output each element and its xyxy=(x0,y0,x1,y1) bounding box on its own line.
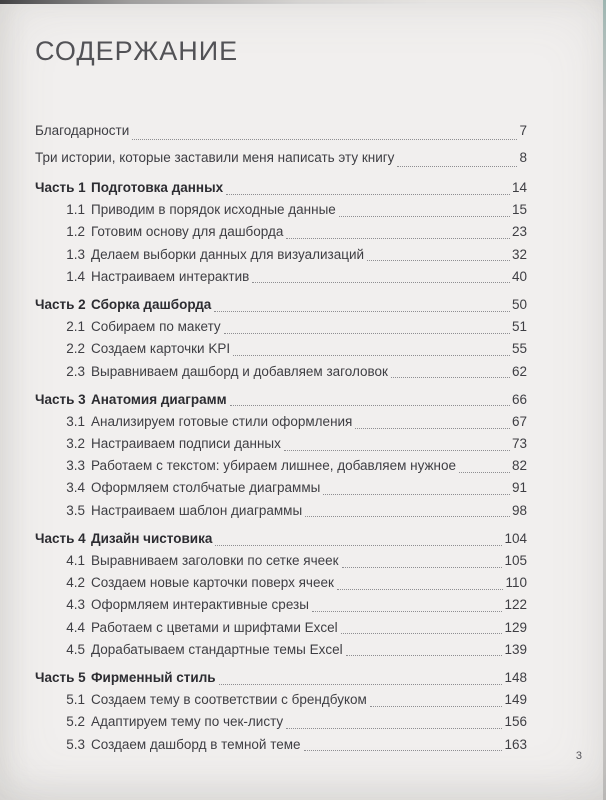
toc-row xyxy=(35,667,527,689)
dot-leader xyxy=(286,221,510,239)
dot-leader xyxy=(284,433,510,451)
dot-leader xyxy=(226,177,510,195)
dot-leader xyxy=(215,528,502,546)
dot-leader xyxy=(342,550,503,568)
toc-section-number: 1.2 xyxy=(66,224,85,240)
toc-row xyxy=(35,361,527,383)
toc-section-number: 1.1 xyxy=(66,202,85,218)
dot-leader xyxy=(397,144,517,167)
toc-row-page: 105 xyxy=(504,553,527,568)
toc-row xyxy=(35,528,527,550)
toc-row-page: 14 xyxy=(511,180,527,195)
toc-row-title: Оформляем интерактивные срезы xyxy=(91,597,309,613)
toc-row xyxy=(35,144,527,171)
toc-row-title: Настраиваем интерактив xyxy=(91,268,250,284)
dot-leader xyxy=(230,389,510,407)
toc-row-title: Делаем выборки данных для визуализаций xyxy=(91,246,365,262)
toc-part-label: Часть 5 xyxy=(35,669,86,685)
toc-row xyxy=(35,411,527,433)
toc-row-page: 62 xyxy=(511,363,527,379)
toc-part-label: Часть 3 xyxy=(35,391,86,407)
toc-row xyxy=(35,294,527,316)
toc-row xyxy=(35,617,527,639)
toc-row-page: 32 xyxy=(511,246,527,262)
toc-row xyxy=(35,177,527,199)
toc-row-title: Благодарности xyxy=(35,123,130,138)
page-title: СОДЕРЖАНИЕ xyxy=(35,36,239,66)
toc-row-title: Настраиваем подписи данных xyxy=(91,436,281,452)
dot-leader xyxy=(346,639,503,657)
dot-leader xyxy=(219,667,503,685)
toc-row-page: 40 xyxy=(511,268,527,284)
toc-row-title: Настраиваем шаблон диаграммы xyxy=(91,502,303,518)
toc-section-number: 1.4 xyxy=(66,268,85,284)
dot-leader xyxy=(312,594,503,612)
toc-section-number: 3.2 xyxy=(66,436,85,452)
toc-list xyxy=(35,117,527,756)
toc-row-title: Выравниваем заголовки по сетке ячеек xyxy=(91,553,339,568)
toc-row-page: 66 xyxy=(511,391,527,407)
toc-row-title: Работаем с цветами и шрифтами Excel xyxy=(91,619,338,635)
toc-row-page: 55 xyxy=(511,341,527,357)
toc-row-title: Собираем по макету xyxy=(91,319,221,335)
toc-row-page: 15 xyxy=(511,202,527,218)
dot-leader xyxy=(370,689,503,707)
toc-row xyxy=(35,221,527,243)
dot-leader xyxy=(214,294,510,312)
toc-section-number: 3.5 xyxy=(66,502,85,518)
toc-part-label: Часть 4 xyxy=(35,530,86,546)
toc-row-title: Создаем новые карточки поверх ячеек xyxy=(91,575,334,591)
toc-section-number: 5.1 xyxy=(66,692,85,708)
toc-row-page: 23 xyxy=(511,224,527,240)
toc-section-number: 5.2 xyxy=(66,714,85,730)
toc-section-number: 1.3 xyxy=(66,246,85,262)
toc-row-title: Выравниваем дашборд и добавляем заголовок xyxy=(91,363,388,379)
toc-row-title: Сборка дашборда xyxy=(91,296,212,312)
toc-part-group xyxy=(35,389,527,522)
toc-row-page: 122 xyxy=(504,597,527,613)
dot-leader xyxy=(341,617,503,635)
toc-row-title: Готовим основу для дашборда xyxy=(91,224,284,240)
toc-section-number: 4.1 xyxy=(66,553,85,568)
toc-row-page: 156 xyxy=(504,714,527,730)
dot-leader xyxy=(286,711,502,729)
toc-row-title: Создаем дашборд в темной теме xyxy=(91,736,301,752)
toc-row-title: Анатомия диаграмм xyxy=(91,391,227,407)
toc-row-page: 98 xyxy=(511,502,527,518)
toc-section-number: 3.1 xyxy=(66,413,85,429)
toc-row-page: 73 xyxy=(511,436,527,452)
toc-section-number: 3.3 xyxy=(66,458,85,474)
dot-leader xyxy=(323,477,510,495)
toc-row-page: 110 xyxy=(505,575,527,591)
toc-row-title: Работаем с текстом: убираем лишнее, добавляем нужное xyxy=(91,458,456,474)
dot-leader xyxy=(224,316,510,334)
toc-row-page: 129 xyxy=(504,619,527,635)
table-of-contents xyxy=(35,0,527,756)
toc-row xyxy=(35,500,527,522)
toc-part-group xyxy=(35,528,527,661)
dot-leader xyxy=(252,266,510,284)
toc-row-page: 163 xyxy=(504,736,527,752)
toc-row xyxy=(35,689,527,711)
toc-row xyxy=(35,477,527,499)
toc-row-page: 139 xyxy=(504,641,527,657)
toc-section-number: 2.3 xyxy=(66,363,85,379)
toc-row xyxy=(35,594,527,616)
dot-leader xyxy=(391,361,510,379)
toc-row-title: Дизайн чистовика xyxy=(91,530,213,546)
toc-row xyxy=(35,639,527,661)
toc-row-title: Создаем карточки KPI xyxy=(91,341,231,357)
toc-row-page: 67 xyxy=(511,413,527,429)
toc-row-title: Три истории, которые заставили меня написать эту книгу xyxy=(35,150,395,165)
toc-part-group xyxy=(35,294,527,383)
toc-row-title: Оформляем столбчатые диаграммы xyxy=(91,480,321,496)
toc-row-page: 91 xyxy=(511,480,527,496)
toc-row-page: 148 xyxy=(504,669,527,685)
toc-row-page: 8 xyxy=(519,150,527,165)
toc-section-number: 3.4 xyxy=(66,480,85,496)
toc-row xyxy=(35,455,527,477)
toc-part-label: Часть 1 xyxy=(35,180,86,195)
toc-row xyxy=(35,550,527,572)
toc-row-page: 149 xyxy=(504,692,527,708)
toc-row xyxy=(35,711,527,733)
toc-row-title: Дорабатываем стандартные темы Excel xyxy=(91,641,343,657)
toc-row-title: Анализируем готовые стили оформления xyxy=(91,413,353,429)
toc-row-title: Приводим в порядок исходные данные xyxy=(91,202,336,218)
dot-leader xyxy=(367,244,510,262)
toc-section-number: 2.1 xyxy=(66,319,85,335)
toc-row-page: 82 xyxy=(511,458,527,474)
toc-part-label: Часть 2 xyxy=(35,296,86,312)
dot-leader xyxy=(305,500,510,518)
toc-row-page: 51 xyxy=(511,319,527,335)
toc-row xyxy=(35,338,527,360)
page-number: 3 xyxy=(575,750,582,762)
toc-section-number: 2.2 xyxy=(66,341,85,357)
toc-part-group xyxy=(35,177,527,288)
toc-section-number: 4.4 xyxy=(66,619,85,635)
toc-row-title: Подготовка данных xyxy=(91,180,224,195)
dot-leader xyxy=(304,734,503,752)
toc-row xyxy=(35,572,527,594)
toc-row xyxy=(35,433,527,455)
toc-row xyxy=(35,266,527,288)
toc-row-title: Адаптируем тему по чек-листу xyxy=(91,714,284,730)
toc-row xyxy=(35,117,527,144)
dot-leader xyxy=(339,199,510,217)
dot-leader xyxy=(355,411,510,429)
dot-leader xyxy=(337,572,504,590)
toc-row-page: 50 xyxy=(511,296,527,312)
toc-row-page: 104 xyxy=(504,530,527,546)
toc-section-number: 5.3 xyxy=(66,736,85,752)
toc-row-title: Фирменный стиль xyxy=(91,669,216,685)
toc-row xyxy=(35,316,527,338)
dot-leader xyxy=(459,455,510,473)
dot-leader xyxy=(233,338,510,356)
toc-part-group xyxy=(35,667,527,756)
toc-row xyxy=(35,199,527,221)
toc-row-title: Создаем тему в соответствии с брендбуком xyxy=(91,692,367,708)
toc-row xyxy=(35,389,527,411)
toc-row-page: 7 xyxy=(519,123,527,138)
toc-section-number: 4.2 xyxy=(66,575,85,591)
toc-section-number: 4.5 xyxy=(66,641,85,657)
toc-section-number: 4.3 xyxy=(66,597,85,613)
toc-row xyxy=(35,244,527,266)
toc-row xyxy=(35,734,527,756)
dot-leader xyxy=(132,117,517,140)
